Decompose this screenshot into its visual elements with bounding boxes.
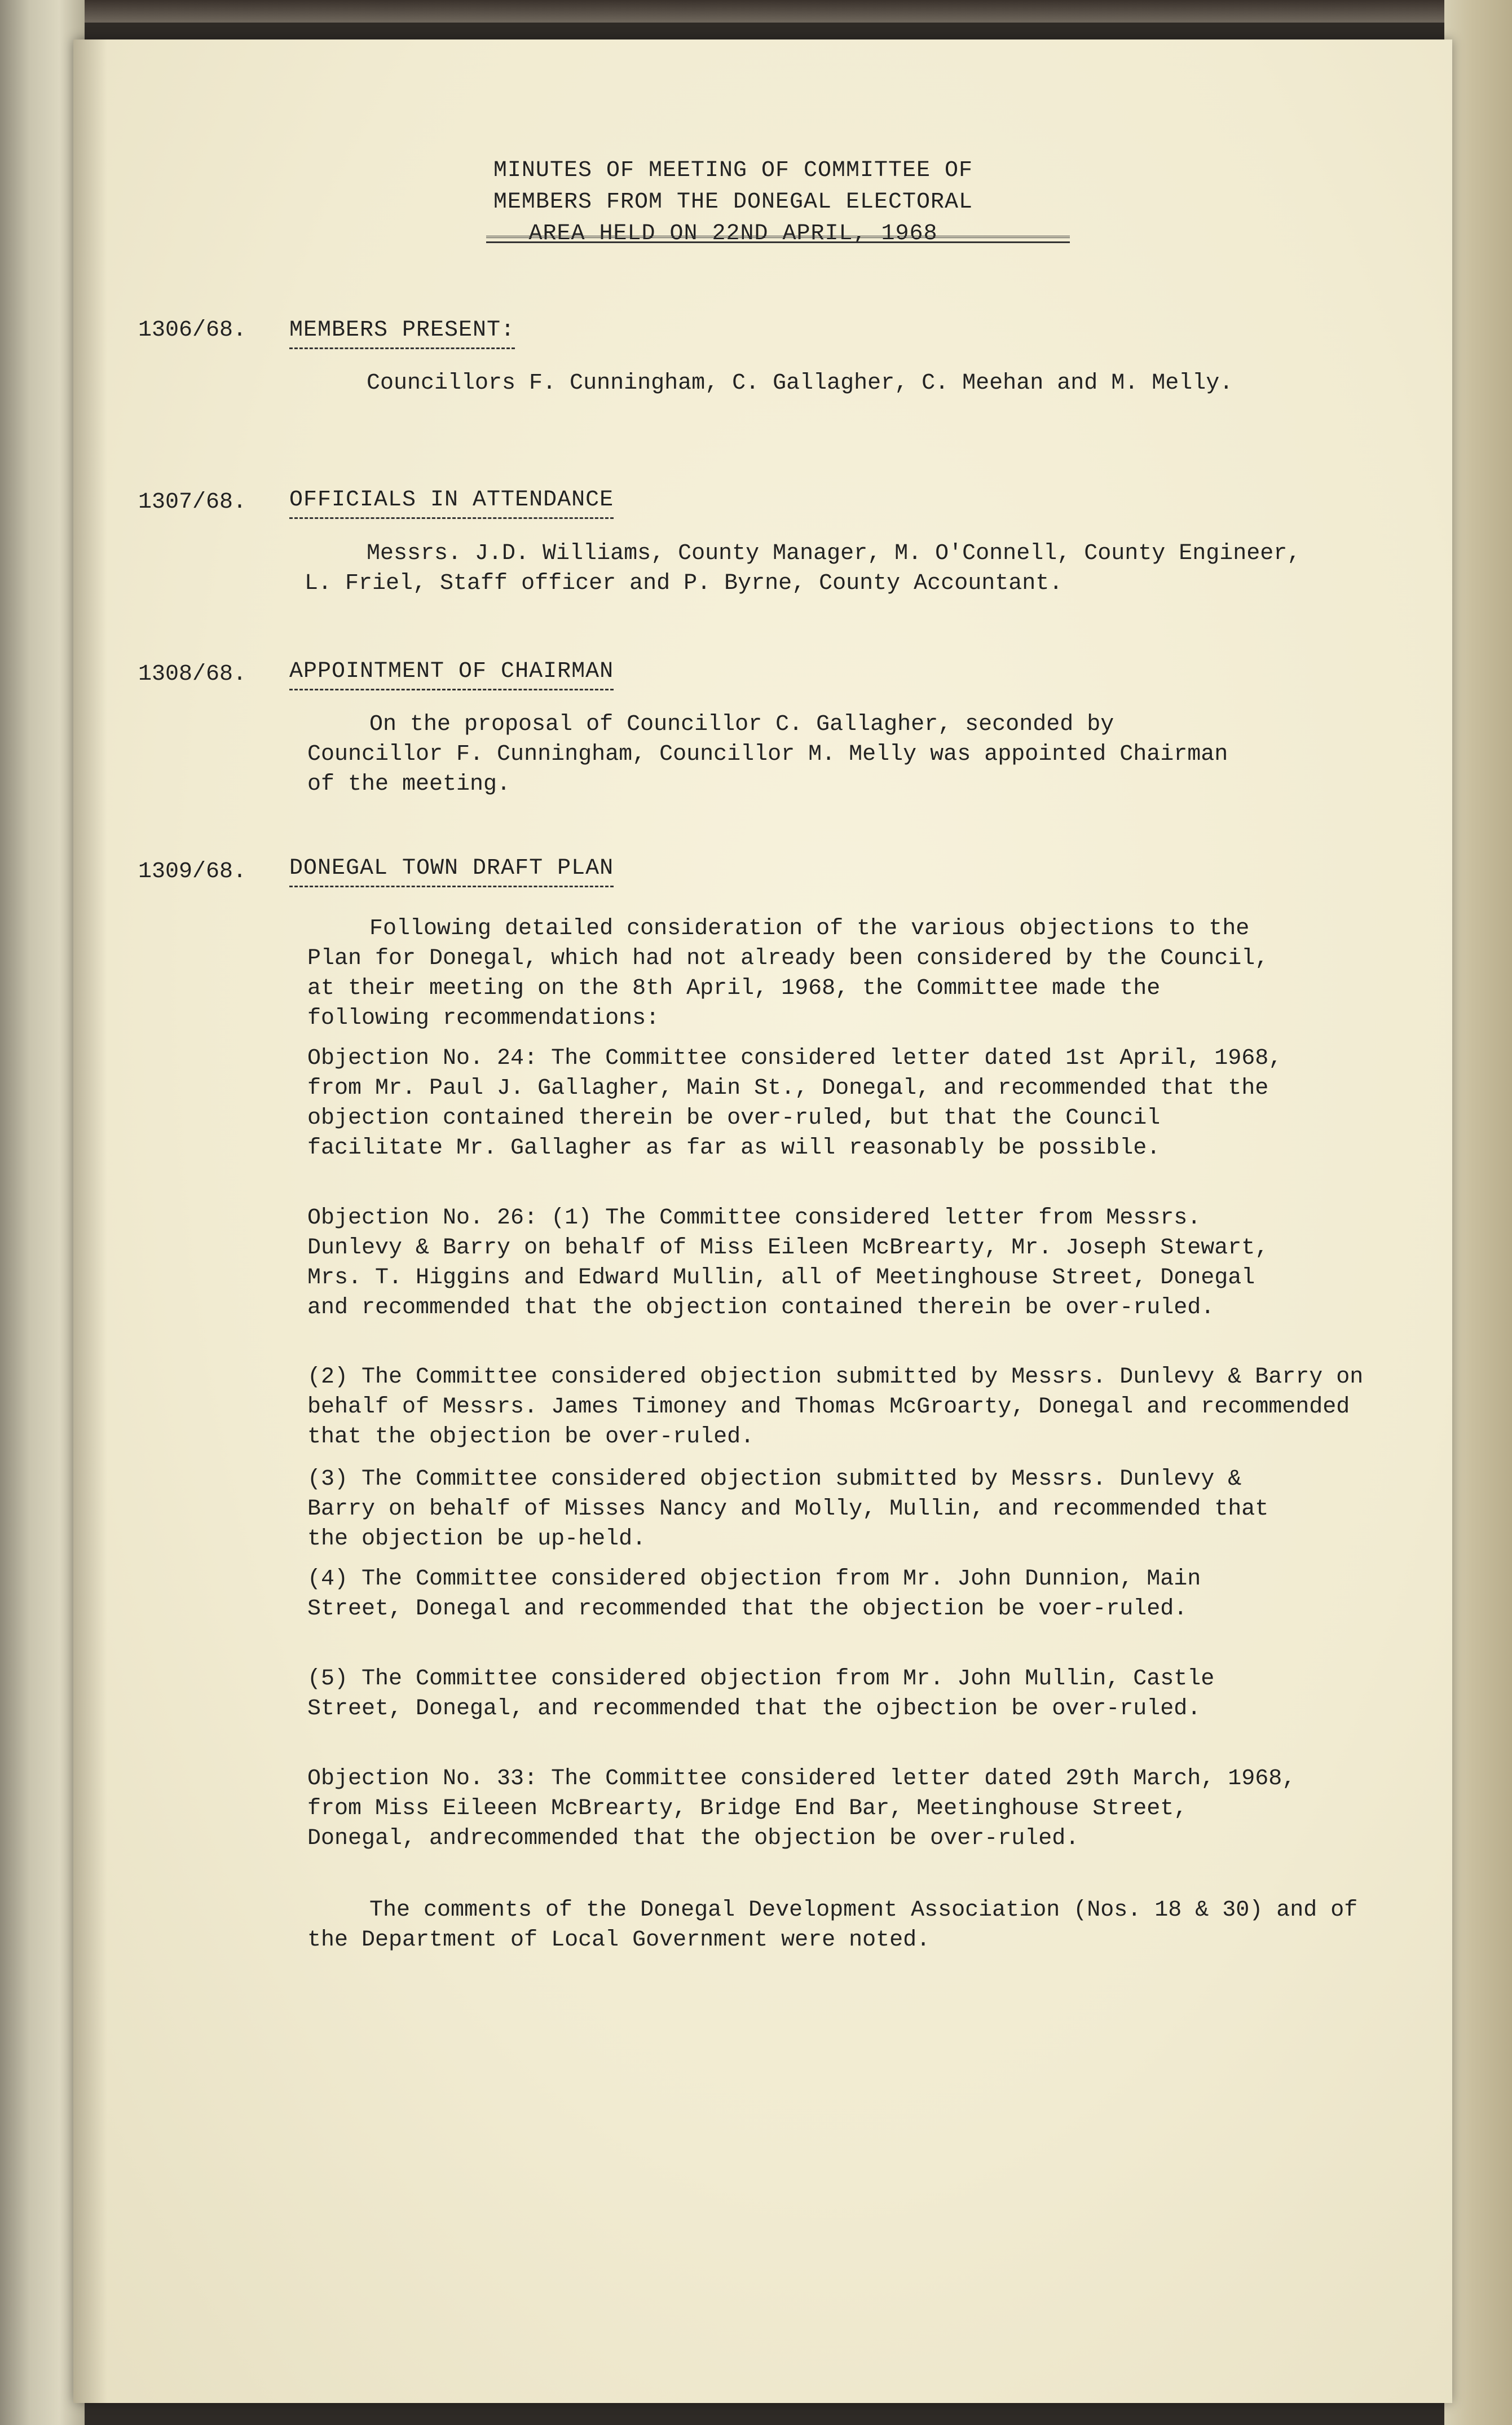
heading-underline — [289, 886, 614, 887]
paragraph — [307, 1895, 1401, 1955]
paragraph — [305, 539, 1331, 598]
paragraph — [307, 1664, 1300, 1724]
paragraph-text: The comments of the Donegal Development Association (Nos. 18 & 30) and of the Department of Local Government were noted. — [307, 1898, 1358, 1953]
paragraph-text: (5) The Committee considered objection from Mr. John Mullin, Castle Street, Donegal, and recommended that the ojbection be over-ruled. — [307, 1666, 1215, 1722]
heading-text: MEMBERS PRESENT: — [289, 318, 515, 343]
item-heading — [289, 318, 515, 349]
item-number: 1309/68. — [138, 859, 247, 884]
paragraph — [307, 1203, 1300, 1323]
paragraph — [307, 1044, 1300, 1163]
title-line-2: MEMBERS FROM THE DONEGAL ELECTORAL — [493, 190, 973, 215]
paragraph — [307, 1564, 1300, 1624]
item-heading — [289, 856, 614, 887]
paragraph-text: Objection No. 24: The Committee considered letter dated 1st April, 1968, from Mr. Paul J. Gallagher, Main St., Donegal, and recommended that the objection contained therein be over-ruled, but that the Council facilitate Mr. Gallagher as far as will reasonably be possible. — [307, 1046, 1282, 1161]
paragraph — [307, 1764, 1300, 1854]
paragraph-text: Objection No. 26: (1) The Committee considered letter from Messrs. Dunlevy & Barry on behalf of Miss Eileen McBrearty, Mr. Joseph Stewart, Mrs. T. Higgins and Edward Mullin, all of Meetinghouse Street, Donegal and recommended that the objection contained therein be over-ruled. — [307, 1205, 1269, 1321]
heading-underline — [289, 689, 614, 690]
heading-underline — [289, 517, 614, 519]
paragraph — [307, 1362, 1368, 1452]
paragraph-text: Messrs. J.D. Williams, County Manager, M. O'Connell, County Engineer, L. Friel, Staff officer and P. Byrne, County Accountant. — [305, 541, 1301, 596]
heading-text: DONEGAL TOWN DRAFT PLAN — [289, 856, 614, 881]
paragraph-text: On the proposal of Councillor C. Gallagher, seconded by Councillor F. Cunningham, Councillor M. Melly was appointed Chairman of the meeting. — [307, 712, 1228, 797]
paragraph-text: Following detailed consideration of the various objections to the Plan for Donegal, which had not already been considered by the Council, at their meeting on the 8th April, 1968, the Committee made the following recommendations: — [307, 916, 1269, 1031]
item-heading — [289, 487, 614, 519]
paragraph — [307, 710, 1232, 799]
heading-text: OFFICIALS IN ATTENDANCE — [289, 487, 614, 513]
paragraph-text: Objection No. 33: The Committee considered letter dated 29th March, 1968, from Miss Eileeen McBrearty, Bridge End Bar, Meetinghouse Street, Donegal, andrecommended that the objection be over-ruled. — [307, 1766, 1296, 1851]
title-line-3: AREA HELD ON 22ND APRIL, 1968 — [528, 221, 938, 247]
paragraph-text: (3) The Committee considered objection submitted by Messrs. Dunlevy & Barry on behalf of Misses Nancy and Molly, Mullin, and recommended that the objection be up-held. — [307, 1467, 1269, 1552]
paragraph — [307, 1464, 1300, 1554]
paragraph-text: (2) The Committee considered objection submitted by Messrs. Dunlevy & Barry on behalf of Messrs. James Timoney and Thomas McGroarty, Donegal and recommended that the objection be over-ruled. — [307, 1365, 1364, 1450]
heading-underline — [289, 347, 515, 349]
paragraph — [307, 914, 1289, 1033]
item-number: 1307/68. — [138, 490, 247, 515]
item-number: 1306/68. — [138, 318, 247, 343]
paragraph-text: Councillors F. Cunningham, C. Gallagher, C. Meehan and M. Melly. — [367, 371, 1233, 396]
title-double-rule — [486, 236, 1070, 243]
paragraph — [305, 368, 1252, 398]
heading-text: APPOINTMENT OF CHAIRMAN — [289, 659, 614, 684]
title-line-1: MINUTES OF MEETING OF COMMITTEE OF — [493, 158, 973, 183]
item-heading — [289, 659, 614, 690]
paragraph-text: (4) The Committee considered objection from Mr. John Dunnion, Main Street, Donegal and recommended that the objection be voer-ruled. — [307, 1566, 1201, 1622]
item-number: 1308/68. — [138, 662, 247, 687]
